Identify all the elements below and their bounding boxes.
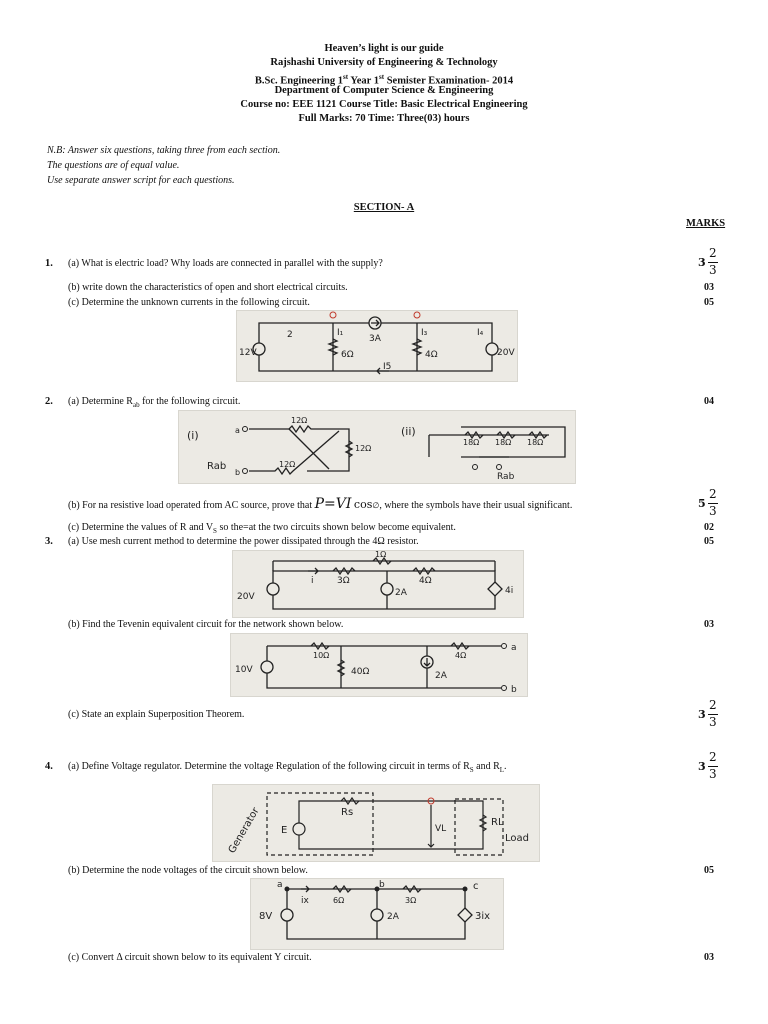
marks-heading: MARKS bbox=[686, 218, 726, 229]
marks-fraction: 5 2 3 bbox=[698, 487, 717, 518]
resistor-label: 1Ω bbox=[375, 551, 387, 559]
dependent-source-label: 3ix bbox=[475, 911, 491, 922]
question-text: (c) Determine the unknown currents in the following circuit. bbox=[68, 297, 310, 308]
figure-label: (i) bbox=[187, 429, 199, 442]
marks-value: 02 bbox=[704, 522, 714, 533]
block-label: Generator bbox=[226, 805, 262, 856]
university-name: Rajshashi University of Engineering & Technology bbox=[270, 57, 498, 68]
resistor-label: RL bbox=[491, 817, 504, 828]
current-source-label: 2A bbox=[387, 912, 399, 922]
circuit-figure bbox=[250, 878, 504, 950]
dependent-source-label: 4i bbox=[505, 586, 514, 596]
section-title: SECTION- A bbox=[353, 202, 415, 213]
resistor-label: 4Ω bbox=[419, 576, 432, 586]
voltage-label: 20V bbox=[497, 348, 515, 358]
node-label: b bbox=[379, 880, 385, 890]
marks-fraction: 3 2 3 bbox=[698, 246, 717, 277]
exam-title: B.Sc. Engineering 1st Year 1st Semister Examination- 2014 bbox=[254, 73, 514, 87]
resistor-label: 18Ω bbox=[527, 438, 544, 447]
question-text: (b) Find the Tevenin equivalent circuit for the network shown below. bbox=[68, 619, 344, 630]
question-number: 2. bbox=[45, 396, 53, 407]
node-label: c bbox=[473, 881, 479, 892]
question-text: (b) For na resistive load operated from AC source, prove that P=VI cos∅, where the symbols have their usual significant. bbox=[68, 496, 573, 512]
current-label: I₁ bbox=[337, 328, 344, 338]
marks-fraction: 3 2 3 bbox=[698, 698, 717, 729]
resistor-label: 2 bbox=[287, 330, 293, 340]
marks-value: 05 bbox=[704, 865, 714, 876]
department: Department of Computer Science & Engineering bbox=[274, 85, 494, 96]
resistor-label: 18Ω bbox=[463, 438, 480, 447]
node-label: a bbox=[277, 880, 283, 890]
question-text: (a) What is electric load? Why loads are connected in parallel with the supply? bbox=[68, 258, 383, 269]
question-text: (c) Determine the values of R and $V_S$ so the=at the two circuits shown below become equivalent. bbox=[68, 522, 456, 535]
marks-value: 03 bbox=[704, 952, 714, 963]
circuit-figure bbox=[178, 410, 576, 484]
terminal-label: a bbox=[511, 643, 517, 653]
voltage-label: 10V bbox=[235, 665, 253, 675]
resistor-label: Rs bbox=[341, 807, 354, 818]
resistor-label: 4Ω bbox=[425, 350, 438, 360]
figure-label: (ii) bbox=[401, 425, 416, 438]
question-text: (b) write down the characteristics of open and short electrical circuits. bbox=[68, 282, 348, 293]
voltage-label: VL bbox=[435, 824, 447, 834]
marks-fraction: 3 2 3 bbox=[698, 750, 717, 781]
question-text: (b) Determine the node voltages of the circuit shown below. bbox=[68, 865, 308, 876]
question-text: (c) Convert Δ circuit shown below to its equivalent Y circuit. bbox=[68, 952, 312, 963]
question-text: (c) State an explain Superposition Theorem. bbox=[68, 709, 245, 720]
current-label: ix bbox=[301, 896, 309, 906]
marks-value: 03 bbox=[704, 619, 714, 630]
resistor-label: 6Ω bbox=[333, 896, 345, 905]
voltage-label: 12V bbox=[239, 348, 257, 358]
motto: Heaven’s light is our guide bbox=[324, 43, 444, 54]
marks-value: 03 bbox=[704, 282, 714, 293]
resistor-label: 12Ω bbox=[279, 460, 296, 469]
terminal-label: b bbox=[235, 468, 241, 477]
resistor-label: 6Ω bbox=[341, 350, 354, 360]
voltage-label: 20V bbox=[237, 592, 255, 602]
current-source-label: 2A bbox=[435, 671, 447, 681]
question-text: (a) Use mesh current method to determine the power dissipated through the 4Ω resistor. bbox=[68, 536, 419, 547]
question-text: (a) Determine $R_{ab}$ for the following circuit. bbox=[68, 396, 241, 409]
resistor-label: 3Ω bbox=[405, 896, 417, 905]
current-source-label: 3A bbox=[369, 334, 381, 344]
circuit-figure bbox=[232, 550, 524, 618]
question-text: (a) Define Voltage regulator. Determine the voltage Regulation of the following circuit in terms of $R_S$ and $R_L$. bbox=[68, 761, 507, 774]
current-source-label: 2A bbox=[395, 588, 407, 598]
current-label: I5 bbox=[383, 362, 392, 372]
current-label: i bbox=[311, 576, 314, 586]
question-number: 3. bbox=[45, 536, 53, 547]
note-line: The questions are of equal value. bbox=[47, 160, 180, 171]
marks-time: Full Marks: 70 Time: Three(03) hours bbox=[298, 113, 470, 124]
block-label: Load bbox=[505, 833, 529, 844]
source-label: E bbox=[281, 825, 288, 836]
current-label: I₄ bbox=[477, 328, 484, 338]
terminal-label: Rab bbox=[497, 472, 515, 482]
question-number: 1. bbox=[45, 258, 53, 269]
note-line: N.B: Answer six questions, taking three from each section. bbox=[47, 145, 281, 156]
marks-value: 04 bbox=[704, 396, 714, 407]
resistor-label: 10Ω bbox=[313, 651, 330, 660]
current-label: I₃ bbox=[421, 328, 428, 338]
circuit-figure bbox=[230, 633, 528, 697]
circuit-figure bbox=[212, 784, 540, 862]
terminal-label: Rab bbox=[207, 461, 227, 472]
resistor-label: 4Ω bbox=[455, 651, 467, 660]
resistor-label: 40Ω bbox=[351, 667, 370, 677]
voltage-label: 8V bbox=[259, 911, 273, 922]
terminal-label: b bbox=[511, 685, 517, 695]
resistor-label: 12Ω bbox=[291, 416, 308, 425]
resistor-label: 3Ω bbox=[337, 576, 350, 586]
note-line: Use separate answer script for each questions. bbox=[47, 175, 235, 186]
marks-value: 05 bbox=[704, 297, 714, 308]
marks-value: 05 bbox=[704, 536, 714, 547]
terminal-label: a bbox=[235, 426, 240, 435]
resistor-label: 12Ω bbox=[355, 444, 372, 453]
question-number: 4. bbox=[45, 761, 53, 772]
resistor-label: 18Ω bbox=[495, 438, 512, 447]
circuit-figure bbox=[236, 310, 518, 382]
course-info: Course no: EEE 1121 Course Title: Basic Electrical Engineering bbox=[240, 99, 528, 110]
